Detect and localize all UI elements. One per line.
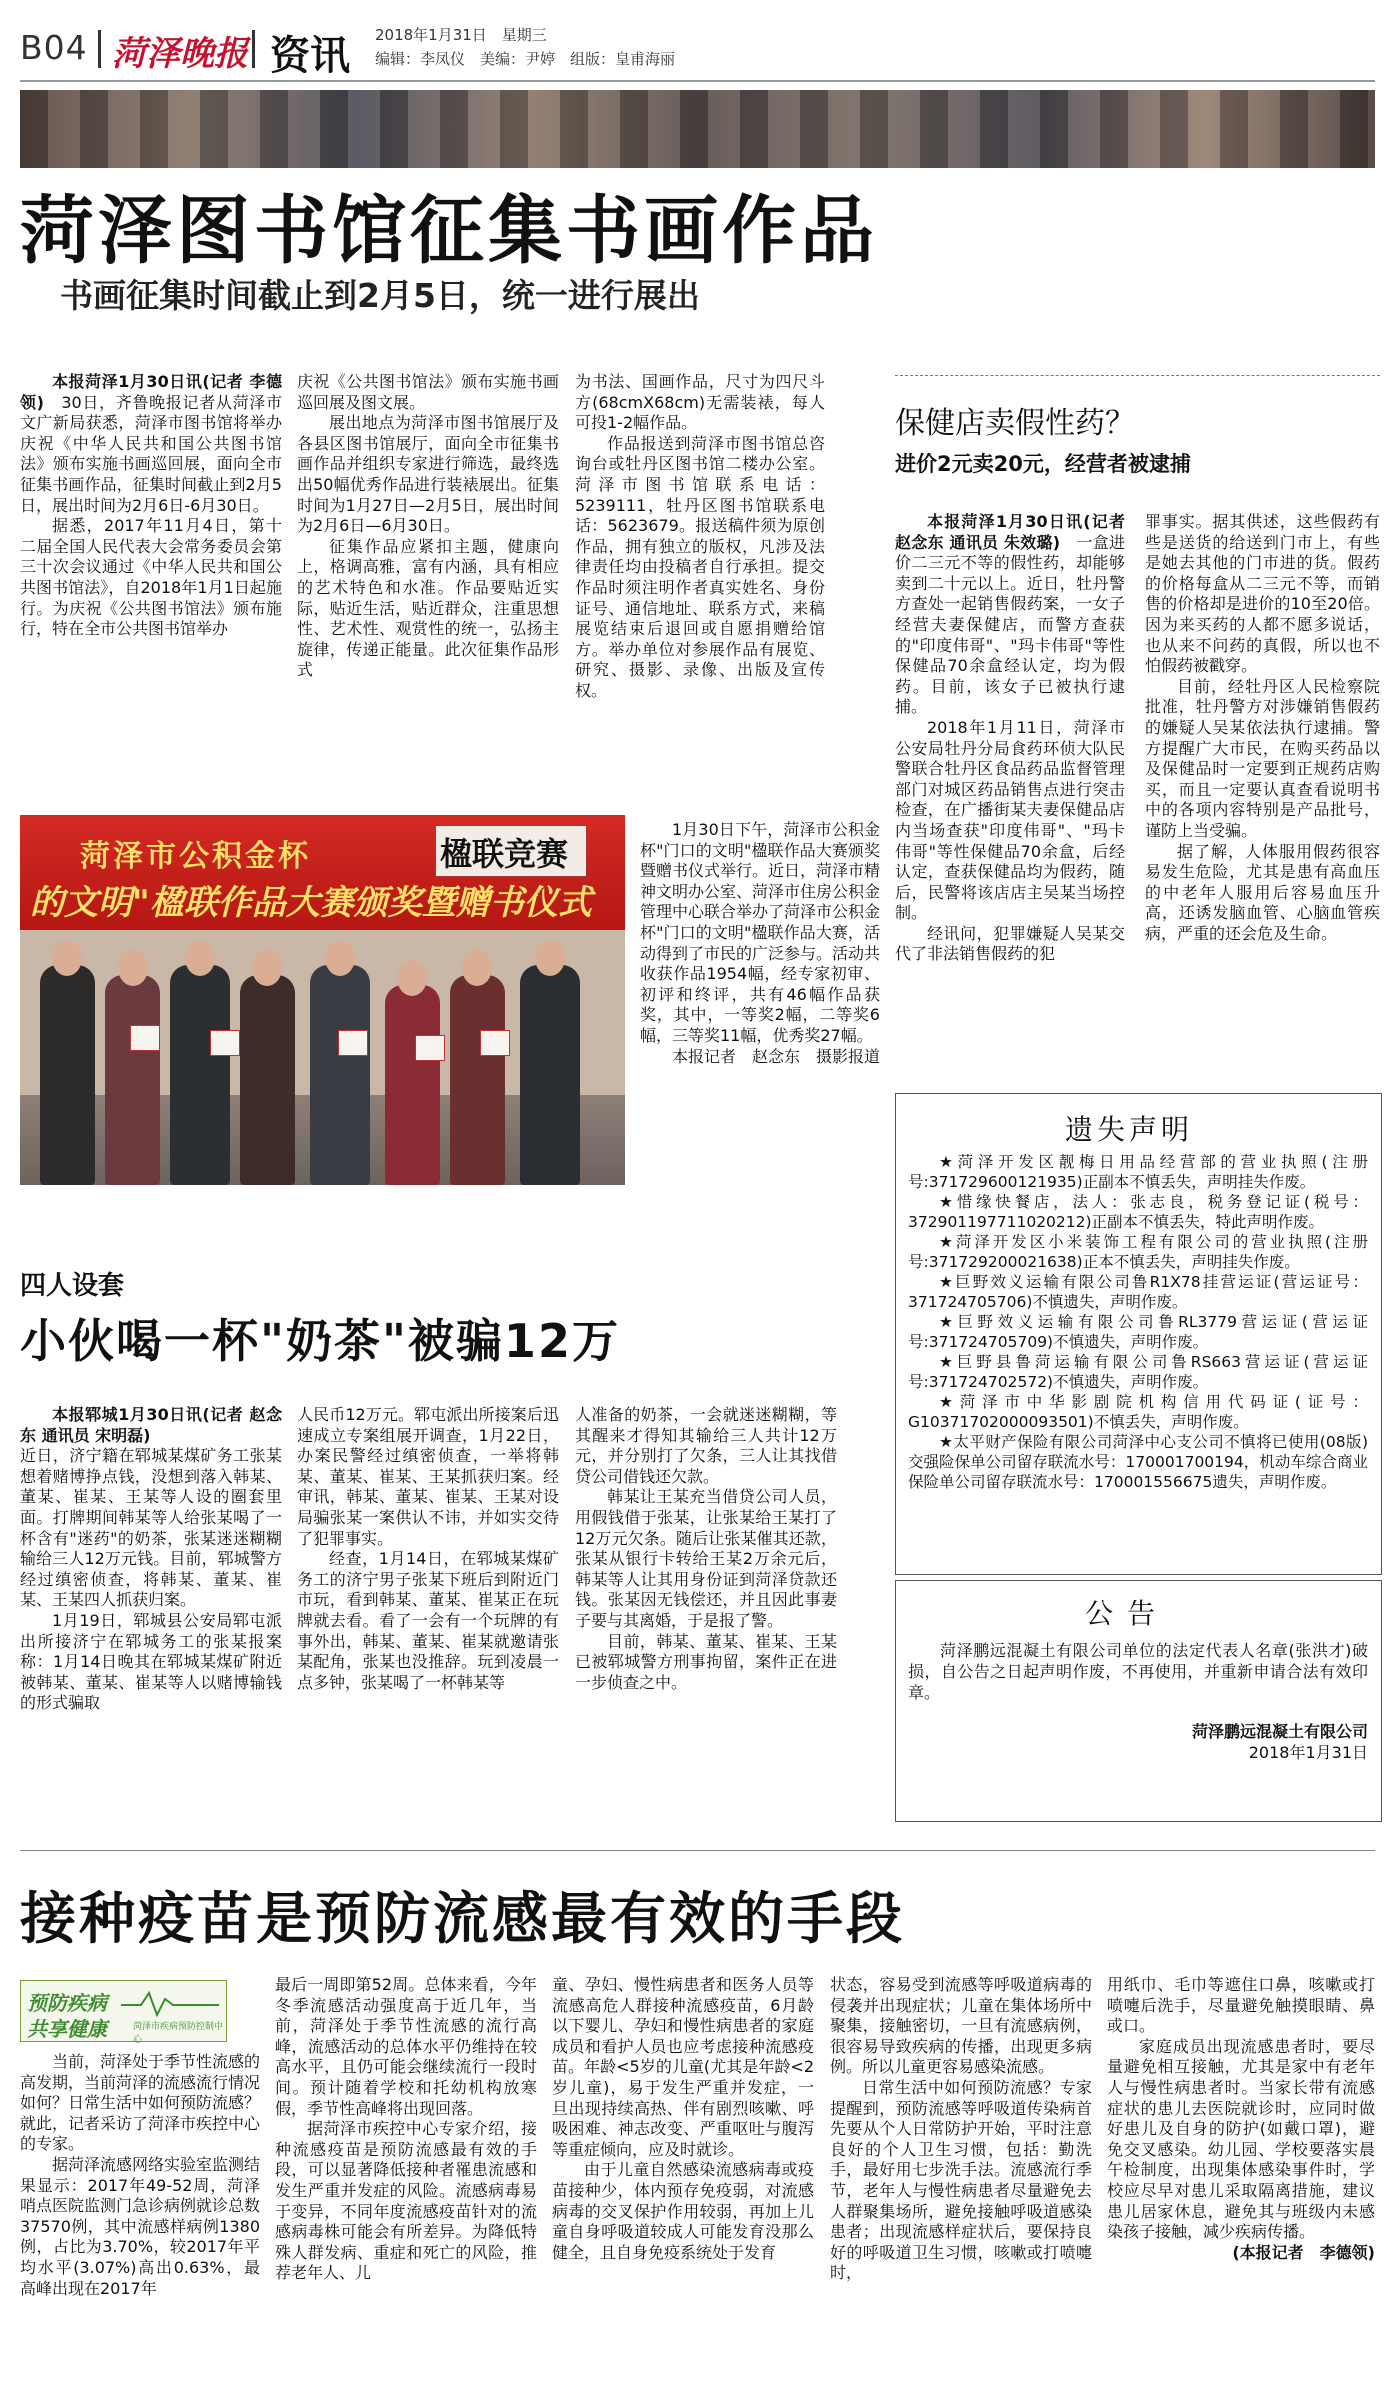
newspaper-logo: 菏泽晚报	[112, 34, 248, 74]
article2-title: 保健店卖假性药？	[895, 406, 1135, 441]
page-header	[0, 0, 1395, 79]
article4-col3: 童、孕妇、慢性病患者和医务人员等流感高危人群接种流感疫苗，6月龄以下婴儿、孕妇和慢性病患者的家庭成员和看护人员也应考虑接种流感疫苗。年龄<5岁的儿童(尤其是年龄<2岁儿童)，易于发生严重并发症，一旦出现持续高热、伴有剧烈咳嗽、呼吸困难、神志改变、严重呕吐与腹泻等重症倾向，应及时就诊。 由于儿童自然感染流感病毒或疫苗接种少，体内预存免疫弱，对流感病毒的交叉保护作用较弱，再加上儿童自身呼吸道较成人可能发育没那么健全，且自身免疫系统处于发育	[552, 1975, 814, 2262]
photo-credit: 本报记者 赵念东 摄影报道	[671, 1046, 880, 1066]
public-notice-signer: 菏泽鹏远混凝土有限公司	[1191, 1722, 1368, 1741]
page-number: B04	[20, 28, 88, 67]
article4-col5: 用纸巾、毛巾等遮住口鼻，咳嗽或打喷嚏后洗手，尽量避免触摸眼睛、鼻或口。 家庭成员出现流感患者时，要尽量避免相互接触，尤其是家中有老年人与慢性病患者时。当家长带有流感症状的患儿去医院就诊时，应同时做好患儿及自身的防护(如戴口罩)，避免交叉感染。幼儿园、学校要落实晨午检制度，出现集体感染事件时，学校应尽早对患儿采取隔离措施，建议患儿居家休息，避免其与班级内未感染孩子接触，减少疾病传播。 (本报记者 李德领)	[1107, 1975, 1375, 2262]
lost-notice-item: ★惜缘快餐店，法人：张志良，税务登记证(税号：372901197711020212)正副本不慎丢失，特此声明作废。	[908, 1193, 1368, 1231]
section-title: 资讯	[270, 33, 350, 79]
lost-notice-title: 遗失声明	[1065, 1113, 1194, 1146]
header-divider	[98, 30, 101, 68]
article3-col1: 本报郓城1月30日讯(记者 赵念东 通讯员 宋明磊) 近日，济宁籍在郓城某煤矿务工张某想着赌博挣点钱，没想到落入韩某、董某、崔某、王某等人设的圈套里面。打牌期间韩某等人给张某喝了一杯含有"迷药"的奶茶，张某迷迷糊糊输给三人12万元钱。目前，郓城警方经过缜密侦查，将韩某、董某、崔某、王某四人抓获归案。 1月19日，郓城县公安局郓屯派出所接济宁在郓城务工的张某报案称：1月14日晚其在郓城某煤矿附近被韩某、董某、崔某等人以赌博输钱的形式骗取	[20, 1405, 282, 1713]
article3-headline: 小伙喝一杯"奶茶"被骗12万	[20, 1314, 620, 1368]
article2-subtitle: 进价2元卖20元，经营者被逮捕	[895, 452, 1191, 476]
lost-notice-item: ★巨野效义运输有限公司鲁R1X78挂营运证(营运证号：371724705706)不慎遗失，声明作废。	[908, 1273, 1368, 1311]
article2-col2: 罪事实。据其供述，这些假药有些是送货的给送到门市上，有些是她去其他的门市进的货。假药的价格每盒从二三元不等，而销售的价格却是进价的10至20倍。因为来买药的人都不愿多说话，也从来不问药的真假，所以也不怕假药被戳穿。 目前，经牡丹区人民检察院批准，牡丹警方对涉嫌销售假药的嫌疑人吴某依法执行逮捕。警方提醒广大市民，在购买药品以及保健品时一定要到正规药店购买，而且一定要认真查看说明书中的各项内容特别是产品批号，谨防上当受骗。 据了解，人体服用假药很容易发生危险，尤其是患有高血压的中老年人服用后容易血压升高，还诱发脑血管、心脑血管疾病，严重的还会危及生命。	[1145, 512, 1380, 943]
lost-notice-item: ★巨野县鲁菏运输有限公司鲁RS663营运证(营运证号:371724702572)不慎遗失，声明作废。	[908, 1353, 1368, 1391]
article3-col3: 人准备的奶茶，一会就迷迷糊糊，等其醒来才得知其输给三人共计12万元，并分别打了欠条，三人让其找借贷公司借钱还欠款。 韩某让王某充当借贷公司人员，用假钱借于张某，让张某给王某打了12万元欠条。随后让张某催其还款，张某从银行卡转给王某2万余元后，韩某等人让其用身份证到菏泽贷款还钱。张某因无钱偿还，并且因此事妻子要与其离婚，于是报了警。 目前，韩某、董某、崔某、王某已被郓城警方刑事拘留，案件正在进一步侦查之中。	[575, 1405, 837, 1692]
article1-col1: 本报菏泽1月30日讯(记者 李德领) 30日，齐鲁晚报记者从菏泽市文广新局获悉，菏泽市图书馆将举办庆祝《中华人民共和国公共图书馆法》颁布实施书画巡回展，面向全市征集书画作品，征集时间截止到2月5日，展出时间为2月6日-6月30日。 据悉，2017年11月4日，第十二届全国人民代表大会常务委员会第三十次会议通过《中华人民共和国公共图书馆法》，自2018年1月1日起施行。为庆祝《公共图书馆法》颁布施行，特在全市公共图书馆举办	[20, 372, 282, 639]
lost-notice-list	[908, 1152, 1368, 1492]
top-photo	[20, 90, 1375, 168]
article3-kicker: 四人设套	[20, 1271, 125, 1301]
section-rule	[20, 1850, 1375, 1851]
article1-col2: 庆祝《公共图书馆法》颁布实施书画巡回展及图文展。 展出地点为菏泽市图书馆展厅及各县区图书馆展厅，面向全市征集书画作品并组织专家进行筛选，最终选出50幅优秀作品进行装裱展出。征集时间为1月27日—2月5日，展出时间为2月6日—6月30日。 征集作品应紧扣主题，健康向上，格调高雅，富有内涵，具有相应的艺术特色和水准。作品要贴近实际，贴近生活，贴近群众，注重思想性、艺术性、观赏性的统一，弘扬主旋律，传递正能量。此次征集作品形式	[297, 372, 559, 680]
cdc-logo: 预防疾病 共享健康 菏泽市疾病预防控制中心	[20, 1980, 227, 2042]
lost-notice-item: ★菏泽市中华影剧院机构信用代码证(证号：G10371702000093501)不慎丢失，声明作废。	[908, 1393, 1368, 1431]
article1-subheadline: 书画征集时间截止到2月5日，统一进行展出	[60, 276, 700, 315]
article4-col2: 最后一周即第52周。总体来看，今年冬季流感活动强度高于近几年，当前，菏泽处于季节性流感的流行高峰，流感活动的总体水平仍维持在较高水平，且仍可能会继续流行一段时间。预计随着学校和托幼机构放寒假，季节性高峰将出现回落。 据菏泽市疾控中心专家介绍，接种流感疫苗是预防流感最有效的手段，可以显著降低接种者罹患流感和发生严重并发症的风险。流感病毒易于变异，不同年度流感疫苗针对的流感病毒株可能会有所差异。为降低特殊人群发病、重症和死亡的风险，推荐老年人、儿	[275, 1975, 537, 2283]
lost-notice-item: ★菏泽开发区靓梅日用品经营部的营业执照(注册号:371729600121935)正副本不慎丢失，声明挂失作废。	[908, 1153, 1368, 1191]
lost-notice-item: ★菏泽开发区小米装饰工程有限公司的营业执照(注册号:371729200021638)正本不慎丢失，声明挂失作废。	[908, 1233, 1368, 1271]
photo-caption: 1月30日下午，菏泽市公积金杯"门口的文明"楹联作品大赛颁奖暨赠书仪式举行。近日，菏泽市精神文明办公室、菏泽市住房公积金管理中心联合举办了菏泽市公积金杯"门口的文明"楹联作品大赛，活动得到了市民的广泛参与。活动共收获作品1954幅，经专家初审、初评和终评，共有46幅作品获奖，其中，一等奖2幅，二等奖6幅，三等奖11幅，优秀奖27幅。 本报记者 赵念东 摄影报道	[640, 820, 881, 1066]
lost-notice-item: ★太平财产保险有限公司菏泽中心支公司不慎将已使用(08版)交强险保单公司留存联流水号：170001700194，机动车综合商业保险单公司留存联流水号：170001556675遗失，声明作废。	[908, 1433, 1368, 1491]
header-rule	[20, 80, 1375, 82]
article4-credit: (本报记者 李德领)	[1232, 2242, 1375, 2262]
public-notice-date: 2018年1月31日	[1248, 1743, 1368, 1762]
editors-line: 编辑：李凤仪 美编：尹婷 组版：皇甫海丽	[375, 50, 676, 68]
lost-notice-item: ★巨野效义运输有限公司鲁RL3779营运证(营运证号:371724705709)不慎遗失，声明作废。	[908, 1313, 1368, 1351]
award-ceremony-photo: 菏泽市公积金杯 的文明"楹联作品大赛颁奖暨赠书仪式 楹联竞赛	[20, 815, 625, 1185]
public-notice-body: 菏泽鹏远混凝土有限公司单位的法定代表人名章(张洪才)破损，自公告之日起声明作废，不再使用，并重新申请合法有效印章。 菏泽鹏远混凝土有限公司 2018年1月31日	[908, 1641, 1368, 1762]
issue-date: 2018年1月31日 星期三	[375, 26, 547, 44]
right-top-rule	[895, 375, 1380, 376]
header-divider	[252, 30, 255, 68]
article1-col3: 为书法、国画作品，尺寸为四尺斗方(68cmX68cm)无需装裱，每人可投1-2幅作品。 作品报送到菏泽市图书馆总咨询台或牡丹区图书馆二楼办公室。菏泽市图书馆联系电话：5239111，牡丹区图书馆联系电话：5623679。报送稿件须为原创作品，拥有独立的版权，凡涉及法律责任均由投稿者自行承担。提交作品时须注明作者真实姓名、身份证号、通信地址、联系方式，来稿展览结束后退回或自愿捐赠给馆方。举办单位对参展作品有展览、研究、摄影、录像、出版及宣传权。	[575, 372, 825, 700]
article3-col2: 人民币12万元。郓屯派出所接案后迅速成立专案组展开调查，1月22日，办案民警经过缜密侦查，一举将韩某、董某、崔某、王某抓获归案。经审讯，韩某、董某、崔某、王某对设局骗张某一案供认不讳，并如实交待了犯罪事实。 经查，1月14日，在郓城某煤矿务工的济宁男子张某下班后到附近门市玩，看到韩某、董某、崔某正在玩牌就去看。看了一会有一个玩牌的有事外出，韩某、董某、崔某就邀请张某配角，张某也没推辞。玩到凌晨一点多钟，张某喝了一杯韩某等	[297, 1405, 559, 1692]
article4-headline: 接种疫苗是预防流感最有效的手段	[20, 1887, 905, 1952]
article2-col1: 本报菏泽1月30日讯(记者 赵念东 通讯员 朱效璐) 一盒进价二三元不等的假性药，却能够卖到二十元以上。近日，牡丹警方查处一起销售假药案，一女子经营夫妻保健店，而警方查获的"印度伟哥"、"玛卡伟哥"等性保健品70余盒经认定，均为假药。目前，该女子已被执行逮捕。 2018年1月11日，菏泽市公安局牡丹分局食药环侦大队民警联合牡丹区食品药品监督管理部门对城区药品销售点进行突击检查，在广播街某夫妻保健品店内当场查获"印度伟哥"、"玛卡伟哥"等性保健品70余盒，后经认定，查获保健品均为假药，随后，民警将该店店主吴某当场控制。 经讯问，犯罪嫌疑人吴某交代了非法销售假药的犯	[895, 512, 1125, 964]
article4-col4: 状态，容易受到流感等呼吸道病毒的侵袭并出现症状；儿童在集体场所中聚集，接触密切，一旦有流感病例，很容易导致疾病的传播，出现更多病例。所以儿童更容易感染流感。 日常生活中如何预防流感？专家提醒到，预防流感等呼吸道传染病首先要从个人日常防护开始，平时注意良好的个人卫生习惯，包括：勤洗手，最好用七步洗手法。流感流行季节，老年人与慢性病患者尽量避免去人群聚集场所，避免接触呼吸道感染患者；出现流感样症状后，要保持良好的呼吸道卫生习惯，咳嗽或打喷嚏时，	[830, 1975, 1092, 2283]
article4-col1: 当前，菏泽处于季节性流感的高发期，当前菏泽的流感流行情况如何？日常生活中如何预防流感？就此，记者采访了菏泽市疾控中心的专家。 据菏泽流感网络实验室监测结果显示：2017年49-52周，菏泽哨点医院监测门急诊病例就诊总数37570例，其中流感样病例1380例，占比为3.70%，较2017年平均水平(3.07%)高出0.63%，最高峰出现在2017年	[20, 2052, 261, 2298]
article1-headline: 菏泽图书馆征集书画作品	[20, 188, 878, 274]
heartbeat-icon	[121, 1989, 219, 2017]
public-notice-title: 公告	[1085, 1597, 1170, 1630]
article1-byline: 本报菏泽1月30日讯(记者 李德领)	[20, 372, 282, 412]
